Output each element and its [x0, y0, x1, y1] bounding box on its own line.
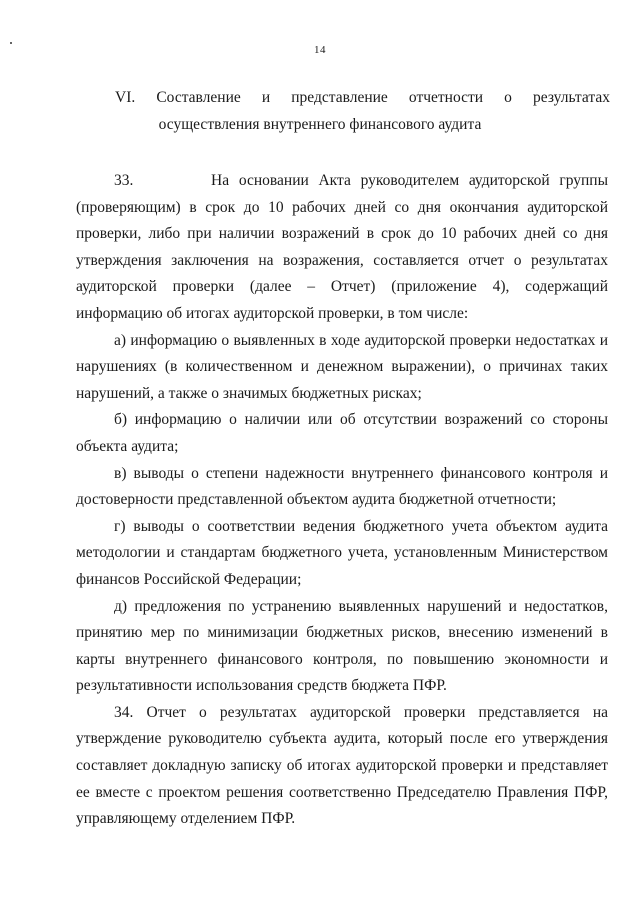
document-body	[76, 168, 612, 833]
section-heading-line-2: осуществления внутреннего финансового аудита	[158, 116, 482, 133]
heading-word: представление	[291, 89, 388, 106]
heading-word: VI.	[115, 89, 136, 106]
paragraph-34: 34. Отчет о результатах аудиторской проверки представляется на утверждение руководителю субъекта аудита, который после его утверждения составляет докладную записку об итогах аудиторской проверки и представляет ее вместе с проектом решения соответственно Председателю Правления ПФР, управляющему отделением ПФР.	[76, 703, 608, 828]
heading-word: и	[261, 89, 271, 106]
page-number: 14	[314, 44, 326, 56]
list-item-v: в) выводы о степени надежности внутреннего финансового контроля и достоверности представленной объектом аудита бюджетной отчетности;	[76, 464, 608, 509]
list-item-d: д) предложения по устранению выявленных нарушений и недостатков, принятию мер по минимизации бюджетных рисков, внесению изменений в карты внутреннего финансового контроля, по повышению экономности и результативности использования средств бюджета ПФР.	[76, 597, 608, 695]
list-item-g: г) выводы о соответствии ведения бюджетного учета объектом аудита методологии и стандартам бюджетного учета, установленным Министерством финансов Российской Федерации;	[76, 517, 608, 588]
heading-word: Составление	[156, 89, 241, 106]
list-item-a: а) информацию о выявленных в ходе аудиторской проверки недостатках и нарушениях (в количественном и денежном выражении), о причинах таких нарушений, а также о значимых бюджетных рисках;	[76, 331, 608, 402]
list-item-b: б) информацию о наличии или об отсутствии возражений со стороны объекта аудита;	[76, 411, 608, 455]
paragraph-33: 33. На основании Акта руководителем аудиторской группы (проверяющим) в срок до 10 рабочих дней со дня окончания аудиторской проверки, либо при наличии возражений в срок до 10 рабочих дней со дня утверждения заключения на возражения, составляется отчет о результатах аудиторской проверки (далее – Отчет) (приложение 4), содержащий информацию об итогах аудиторской проверки, в том числе:	[76, 172, 612, 322]
section-heading-line-1	[115, 89, 610, 107]
heading-word: отчетности	[408, 89, 484, 106]
heading-word: о	[504, 89, 512, 106]
heading-word: результатах	[533, 89, 610, 106]
